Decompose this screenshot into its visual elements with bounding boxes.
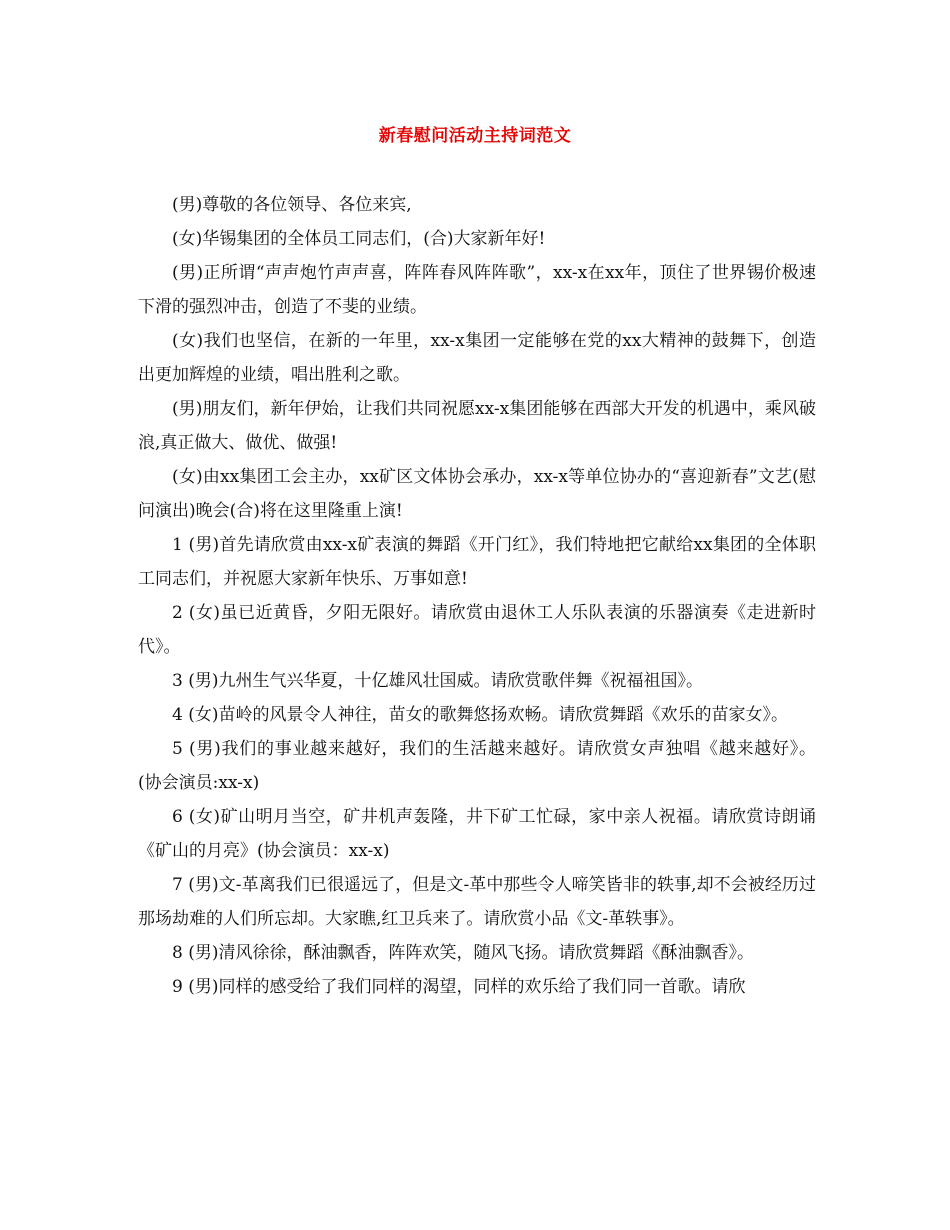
paragraph-12: 6 (女)矿山明月当空，矿井机声轰隆，井下矿工忙碌，家中亲人祝福。请欣赏诗朗诵《矿山的月亮》(协会演员：xx-x) — [138, 807, 816, 861]
paragraph-5: (男)朋友们，新年伊始，让我们共同祝愿xx-x集团能够在西部大开发的机遇中，乘风破浪,真正做大、做优、做强! — [138, 399, 816, 453]
paragraph-13: 7 (男)文-革离我们已很遥远了，但是文-革中那些令人啼笑皆非的轶事,却不会被经历过那场劫难的人们所忘却。大家瞧,红卫兵来了。请欣赏小品《文-革轶事》。 — [138, 875, 816, 929]
document-body — [138, 188, 816, 1004]
paragraph-10: 4 (女)苗岭的风景令人神往，苗女的歌舞悠扬欢畅。请欣赏舞蹈《欢乐的苗家女》。 — [172, 705, 788, 725]
paragraph-6: (女)由xx集团工会主办，xx矿区文体协会承办，xx-x等单位协办的“喜迎新春”文艺(慰问演出)晚会(合)将在这里隆重上演! — [138, 467, 816, 521]
document-title: 新春慰问活动主持词范文 — [378, 126, 572, 146]
paragraph-7: 1 (男)首先请欣赏由xx-x矿表演的舞蹈《开门红》，我们特地把它献给xx集团的全体职工同志们，并祝愿大家新年快乐、万事如意! — [138, 535, 816, 589]
paragraph-14: 8 (男)清风徐徐，酥油飘香，阵阵欢笑，随风飞扬。请欣赏舞蹈《酥油飘香》。 — [172, 943, 754, 963]
paragraph-4: (女)我们也坚信，在新的一年里，xx-x集团一定能够在党的xx大精神的鼓舞下，创造出更加辉煌的业绩，唱出胜利之歌。 — [138, 331, 816, 385]
paragraph-1: (男)尊敬的各位领导、各位来宾, — [172, 195, 412, 215]
paragraph-8: 2 (女)虽已近黄昏，夕阳无限好。请欣赏由退休工人乐队表演的乐器演奏《走进新时代》。 — [138, 603, 816, 657]
paragraph-9: 3 (男)九州生气兴华夏，十亿雄风壮国威。请欣赏歌伴舞《祝福祖国》。 — [172, 671, 703, 691]
paragraph-3: (男)正所谓“声声炮竹声声喜，阵阵春风阵阵歌”，xx-x在xx年，顶住了世界锡价极速下滑的强烈冲击，创造了不斐的业绩。 — [138, 263, 816, 317]
paragraph-2: (女)华锡集团的全体员工同志们，(合)大家新年好! — [172, 229, 546, 249]
paragraph-15: 9 (男)同样的感受给了我们同样的渴望，同样的欢乐给了我们同一首歌。请欣 — [172, 977, 746, 997]
paragraph-11: 5 (男)我们的事业越来越好，我们的生活越来越好。请欣赏女声独唱《越来越好》。 (协会演员:xx-x) — [138, 739, 816, 793]
